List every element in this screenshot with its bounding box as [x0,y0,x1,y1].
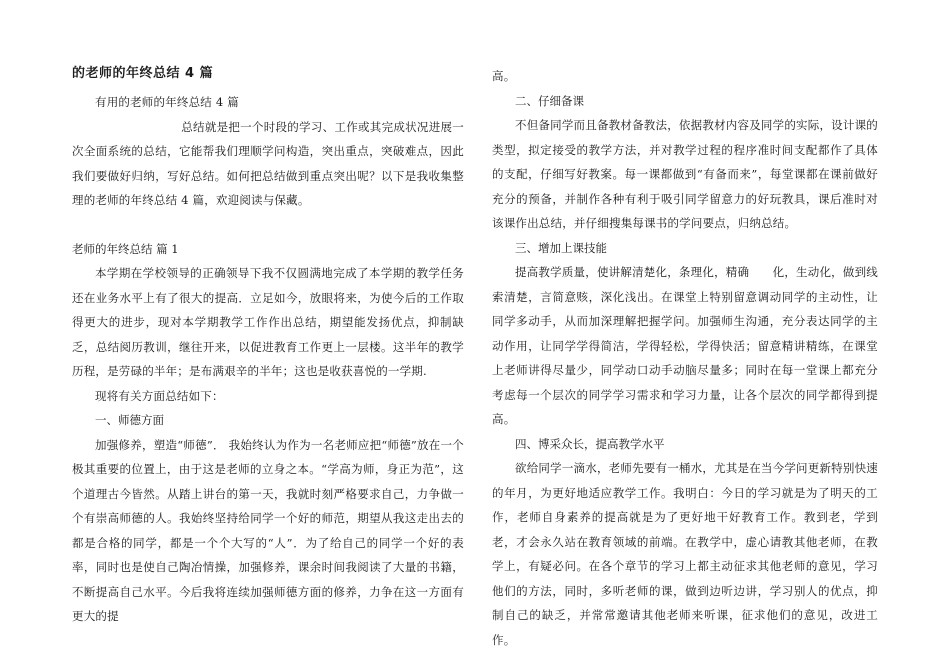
paragraph-3: 加强修养，塑造“师德”． 我始终认为作为一名老师应把“师德”放在一个极其重要的位置上，由于这是老师的立身之本。“学高为师，身正为范”，这个道理古今皆然。从踏上讲台的第一天，我就时刻严格要求自己，力争做一个有崇高师德的人。我始终坚持给同学一个好的师范，期望从我这走出去的都是合格的同学，都是一个个大写的“人”．为了给自己的同学一个好的表率，同时也是使自己陶冶情操，加强修养，课余时间我阅读了大量的书籍，不断提高自己水平。今后我将连续加强师德方面的修养，力争在这一方面有更大的提 [72,437,464,623]
right-column [492,64,878,652]
document-title: 的老师的年终总结 4 篇 [72,66,214,81]
spacer [72,213,464,237]
heading-skills: 三、增加上课技能 [515,240,607,255]
paragraph-2: 现将有关方面总结如下： [95,388,224,403]
heading-preparation: 二、仔细备课 [515,93,584,108]
continued-text: 高。 [492,69,516,83]
intro-paragraph: 总结就是把一个时段的学习、工作或其完成状况进展一次全面系统的总结，它能帮我们理顺学问构造，突出重点，突破难点，因此我们要做好归纳，写好总结。如何把总结做到重点突出呢？以下是我收集整理的老师的年终总结 4 篇，欢迎阅读与保藏。 [72,119,464,207]
document-subtitle: 有用的老师的年终总结 4 篇 [95,95,239,109]
paragraph-1: 本学期在学校领导的正确领导下我不仅圆满地完成了本学期的教学任务还在业务水平上有了很大的提高．立足如今，放眼将来，为使今后的工作取得更大的进步，现对本学期教学工作作出总结，期望能发扬优点，抑制缺乏，总结阅历教训，继往开来，以促进教育工作更上一层楼。这半年的教学历程，是劳碌的半年；是布满艰辛的半年；这也是收获喜悦的一学期. [72,266,464,378]
section-title: 老师的年终总结 篇 1 [72,241,179,256]
paragraph-6: 欲给同学一滴水，老师先要有一桶水，尤其是在当今学问更新特别快速的年月，为更好地适应教学工作。我明白：今日的学习就是为了明天的工作，老师自身素养的提高就是为了更好地干好教育工作。教到老，学到老，才会永久站在教育领域的前端。在教学中，虚心请教其他老师，在教学上，有疑必问。在各个章节的学习上都主动征求其他老师的意见，学习他们的方法，同时，多听老师的课，做到边听边讲，学习别人的优点，抑制自己的缺乏，并常常邀请其他老师来听课，征求他们的意见，改进工作。 [492,461,878,647]
paragraph-5: 提高教学质量，使讲解清楚化，条理化，精确 化，生动化，做到线索清楚，言简意赅，深化浅出。在课堂上特别留意调动同学的主动性，让同学多动手，从而加深理解把握学问。加强师生沟通，充分表达同学的主动作用，让同学学得简洁，学得轻松，学得快活；留意精讲精练，在课堂上老师讲得尽量少，同学动口动手动脑尽量多；同时在每一堂课上都充分考虑每一个层次的同学学习需求和学习力量，让各个层次的同学都得到提高。 [492,265,878,426]
heading-ethics: 一、师德方面 [95,413,164,427]
left-column [72,64,464,629]
heading-learning: 四、博采众长，提高教学水平 [515,436,665,451]
paragraph-4: 不但备同学而且备教材备教法，依据教材内容及同学的实际，设计课的类型，拟定接受的教学方法，并对教学过程的程序准时间支配都作了具体的支配，仔细写好教案。每一课都做到“有备而来”，每堂课都在课前做好充分的预备，并制作各种有利于吸引同学留意力的好玩教具，课后准时对该课作出总结，并仔细搜集每课书的学问要点，归纳总结。 [492,118,878,230]
